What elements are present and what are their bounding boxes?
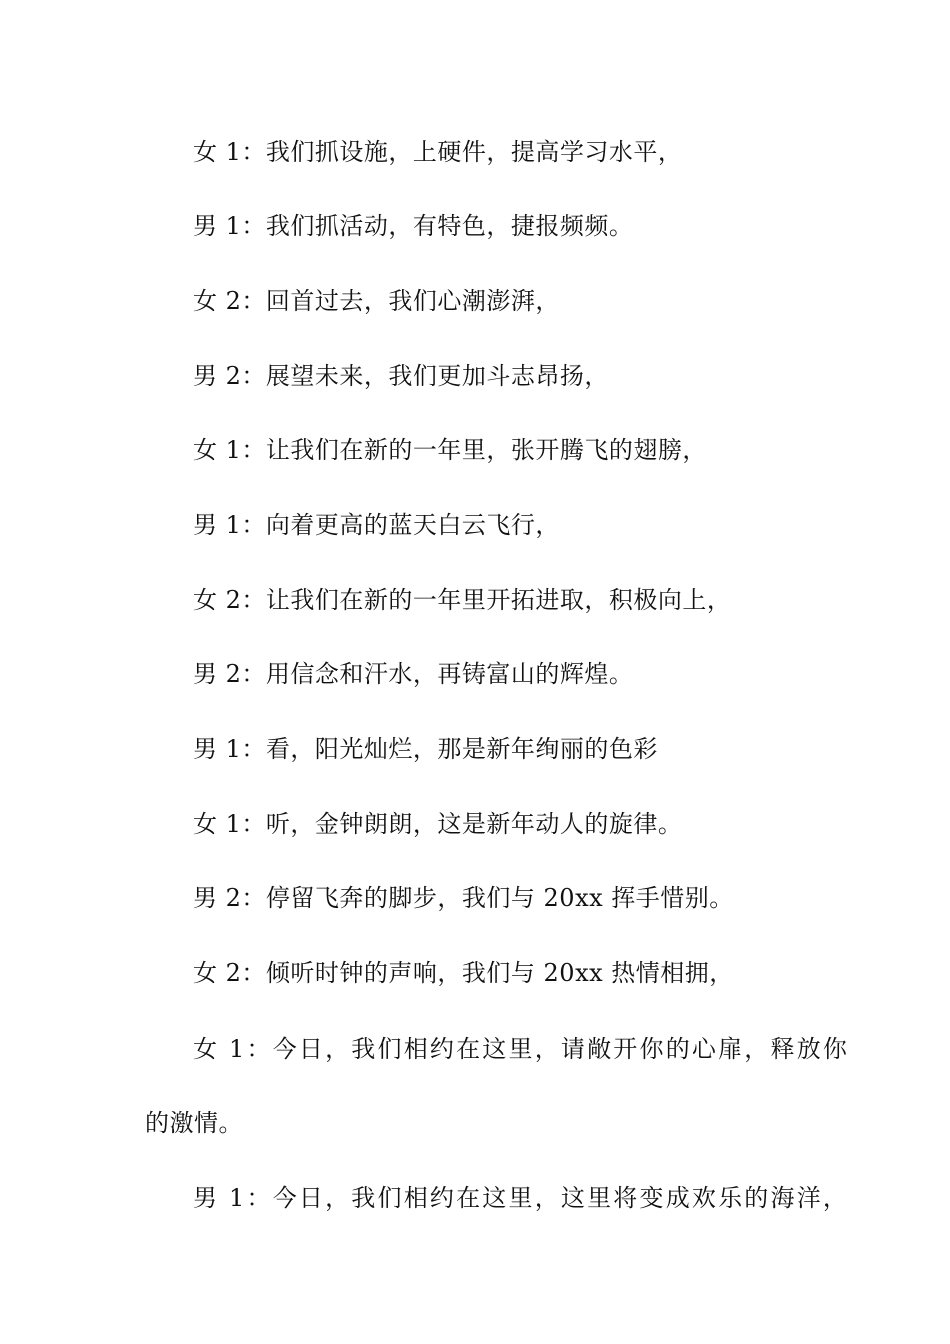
- dialogue-line: 女 2：回首过去，我们心潮澎湃，: [193, 287, 560, 315]
- dialogue-line: 女 2：倾听时钟的声响，我们与 20xx 热情相拥，: [193, 959, 734, 987]
- dialogue-line: 男 1：看，阳光灿烂，那是新年绚丽的色彩: [193, 735, 658, 763]
- dialogue-line: 女 1：听，金钟朗朗，这是新年动人的旋律。: [193, 810, 683, 838]
- dialogue-line: 男 2：用信念和汗水，再铸富山的辉煌。: [193, 660, 634, 688]
- dialogue-line: 男 2：展望未来，我们更加斗志昂扬，: [193, 362, 609, 390]
- dialogue-line: 女 1：我们抓设施，上硬件，提高学习水平，: [193, 138, 683, 166]
- dialogue-line: 女 1：今日，我们相约在这里，请敞开你的心扉，释放你: [193, 1035, 850, 1063]
- dialogue-line: 男 1：我们抓活动，有特色，捷报频频。: [193, 212, 634, 240]
- dialogue-line-continuation: 的激情。: [145, 1109, 243, 1137]
- dialogue-line: 男 1：今日，我们相约在这里，这里将变成欢乐的海洋，: [193, 1184, 850, 1212]
- dialogue-line: 男 2：停留飞奔的脚步，我们与 20xx 挥手惜别。: [193, 884, 734, 912]
- dialogue-line: 女 2：让我们在新的一年里开拓进取，积极向上，: [193, 586, 732, 614]
- dialogue-line: 女 1：让我们在新的一年里，张开腾飞的翅膀，: [193, 436, 707, 464]
- dialogue-line: 男 1：向着更高的蓝天白云飞行，: [193, 511, 560, 539]
